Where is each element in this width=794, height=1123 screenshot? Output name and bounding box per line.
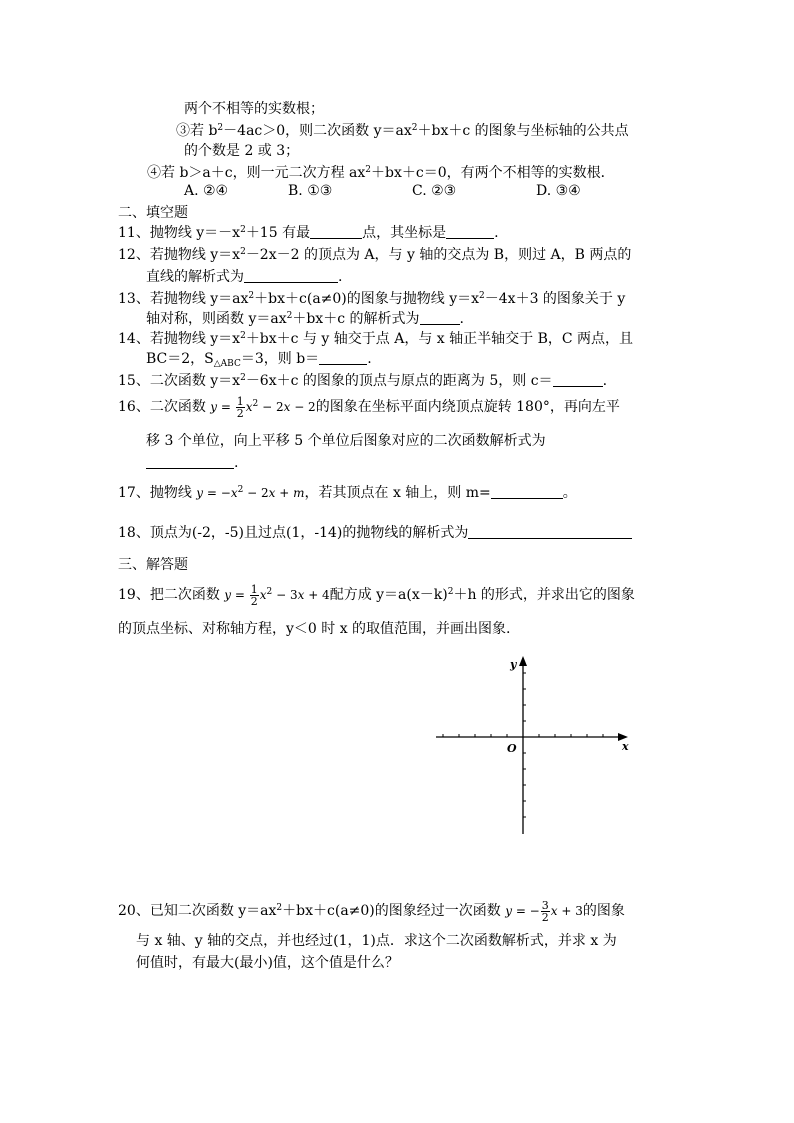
x-axis-label: x <box>622 740 629 753</box>
question-15: 15、二次函数 $y=x^2-6x+c$ 的图象的顶点与原点的距离为 5，则 c＝ . <box>118 373 608 389</box>
answer-blank[interactable] <box>146 454 234 469</box>
option-a: A. ②④ <box>184 183 229 199</box>
question-16-cont: 移 3 个单位，向上平移 5 个单位后图象对应的二次函数解析式为 <box>146 433 546 449</box>
q10-statement-3: ③若 $b^2-4ac>0$，则二次函数 $y=ax^2+bx+c$ 的图象与坐标轴的公共点 <box>176 123 629 139</box>
section-2-heading: 二、填空题 <box>118 205 188 221</box>
question-17: 17、抛物线 $y = -x^2 - 2x + m$，若其顶点在 x 轴上，则 m= 。 <box>118 485 577 501</box>
formula-16: y = $\frac{1}{2}$ $x^2 - 2x - 2$ <box>210 395 316 420</box>
section-3-heading: 三、解答题 <box>118 557 188 573</box>
question-13-cont: 轴对称，则函数 $y=ax^2+bx+c$ 的解析式为 . <box>146 311 464 327</box>
question-20-cont: 与 x 轴、y 轴的交点，并也经过(1，1)点．求这个二次函数解析式，并求 x 为 <box>136 933 617 949</box>
option-c: C. ②③ <box>412 183 457 199</box>
coordinate-axes <box>432 656 632 836</box>
answer-blank[interactable] <box>420 310 460 325</box>
option-d: D. ③④ <box>536 183 581 199</box>
answer-blank[interactable] <box>468 524 632 539</box>
formula-17: $y = -x^2 - 2x + m$ <box>196 485 305 500</box>
answer-blank[interactable] <box>446 224 494 239</box>
question-14: 14、若抛物线 $y=x^2+bx+c$ 与 y 轴交于点 A，与 x 轴正半轴交于 B，C 两点，且 <box>118 331 634 347</box>
option-b: B. ①③ <box>288 183 333 199</box>
answer-blank[interactable] <box>244 268 338 283</box>
y-axis-arrow <box>519 656 527 666</box>
question-16-cont2: . <box>146 454 238 472</box>
question-14-cont: BC＝2，$S_{\triangle ABC}=3$，则 b＝ . <box>146 351 372 369</box>
question-20-cont2: 何值时，有最大(最小)值，这个值是什么？ <box>136 955 399 971</box>
answer-blank[interactable] <box>319 350 367 365</box>
question-13: 13、若抛物线 $y=ax^2+bx+c(a\ne 0)$的图象与抛物线 $y=x^2-4x+3$ 的图象关于 y <box>118 291 626 307</box>
question-11: 11、抛物线 $y=-x^2+15$ 有最 点，其坐标是 . <box>118 225 499 241</box>
origin-label: O <box>507 742 517 755</box>
q10-continuation: 两个不相等的实数根； <box>184 101 324 117</box>
question-20: 20、已知二次函数 $y=ax^2+bx+c(a\ne 0)$的图象经过一次函数 y = − $\frac{3}{2}$ x + 3的图象 <box>118 899 625 924</box>
answer-blank[interactable] <box>310 224 362 239</box>
answer-blank[interactable] <box>491 484 563 499</box>
question-16: 16、二次函数 y = $\frac{1}{2}$ $x^2 - 2x - 2$的图象在坐标平面内绕顶点旋转 180°，再向左平 <box>118 395 620 420</box>
answer-blank[interactable] <box>553 372 603 387</box>
question-12: 12、若抛物线 $y=x^2-2x-2$ 的顶点为 A，与 y 轴的交点为 B，则过 A，B 两点的 <box>118 247 632 263</box>
q10-statement-3-cont: 的个数是 2 或 3； <box>184 143 300 159</box>
y-axis-label: y <box>510 658 517 671</box>
q10-statement-4: ④若 b＞a＋c，则一元二次方程 $ax^2+bx+c=0$，有两个不相等的实数根． <box>147 165 615 181</box>
formula-20: y = − $\frac{3}{2}$ x + 3 <box>505 899 583 924</box>
question-18: 18、顶点为(-2，-5)且过点(1，-14)的抛物线的解析式为 <box>118 524 632 542</box>
question-19: 19、把二次函数 y = $\frac{1}{2}$ $x^2 - 3x + 4$配方成 $y=a(x-k)^2+h$ 的形式，并求出它的图象 <box>118 583 635 608</box>
question-12-cont: 直线的解析式为 . <box>146 269 343 285</box>
formula-19: y = $\frac{1}{2}$ $x^2 - 3x + 4$ <box>224 583 330 608</box>
question-19-cont: 的顶点坐标、对称轴方程，y＜0 时 x 的取值范围，并画出图象. <box>118 621 511 637</box>
